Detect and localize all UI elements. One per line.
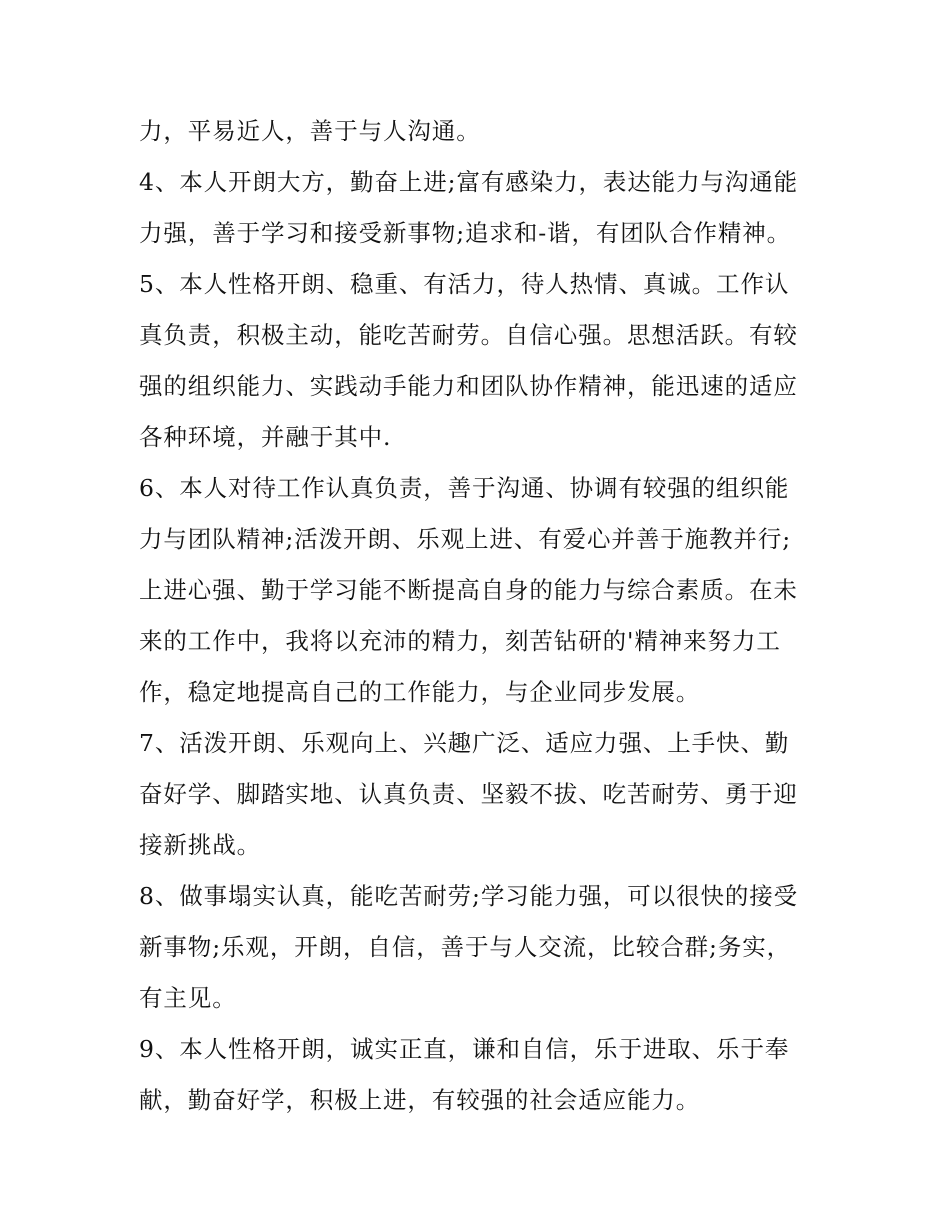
text-line: 奋好学、脚踏实地、认真负责、坚毅不拔、吃苦耐劳、勇于迎 bbox=[139, 780, 798, 808]
text-line: 接新挑战。 bbox=[139, 831, 261, 859]
text-line: 力，平易近人，善于与人沟通。 bbox=[139, 117, 481, 145]
text-line: 5、本人性格开朗、稳重、有活力，待人热情、真诚。工作认 bbox=[139, 270, 790, 298]
text-line: 各种环境，并融于其中. bbox=[139, 423, 392, 451]
text-line: 力强，善于学习和接受新事物;追求和-谐，有团队合作精神。 bbox=[139, 219, 792, 247]
text-line: 新事物;乐观，开朗，自信，善于与人交流，比较合群;务实， bbox=[139, 933, 792, 961]
text-line: 力与团队精神;活泼开朗、乐观上进、有爱心并善于施教并行; bbox=[139, 525, 792, 553]
text-line: 上进心强、勤于学习能不断提高自身的能力与综合素质。在未 bbox=[139, 576, 798, 604]
text-line: 8、做事塌实认真，能吃苦耐劳;学习能力强，可以很快的接受 bbox=[139, 882, 799, 910]
text-line: 作，稳定地提高自己的工作能力，与企业同步发展。 bbox=[139, 678, 701, 706]
text-line: 真负责，积极主动，能吃苦耐劳。自信心强。思想活跃。有较 bbox=[139, 321, 798, 349]
text-line: 献，勤奋好学，积极上进，有较强的社会适应能力。 bbox=[139, 1086, 701, 1114]
text-line: 7、活泼开朗、乐观向上、兴趣广泛、适应力强、上手快、勤 bbox=[139, 729, 790, 757]
document-body bbox=[139, 106, 819, 1126]
text-line: 4、本人开朗大方，勤奋上进;富有感染力，表达能力与沟通能 bbox=[139, 168, 799, 196]
text-line: 9、本人性格开朗，诚实正直，谦和自信，乐于进取、乐于奉 bbox=[139, 1035, 790, 1063]
text-line: 有主见。 bbox=[139, 984, 237, 1012]
text-line: 来的工作中，我将以充沛的精力，刻苦钻研的'精神来努力工 bbox=[139, 627, 781, 655]
text-line: 强的组织能力、实践动手能力和团队协作精神，能迅速的适应 bbox=[139, 372, 798, 400]
text-line: 6、本人对待工作认真负责，善于沟通、协调有较强的组织能 bbox=[139, 474, 790, 502]
